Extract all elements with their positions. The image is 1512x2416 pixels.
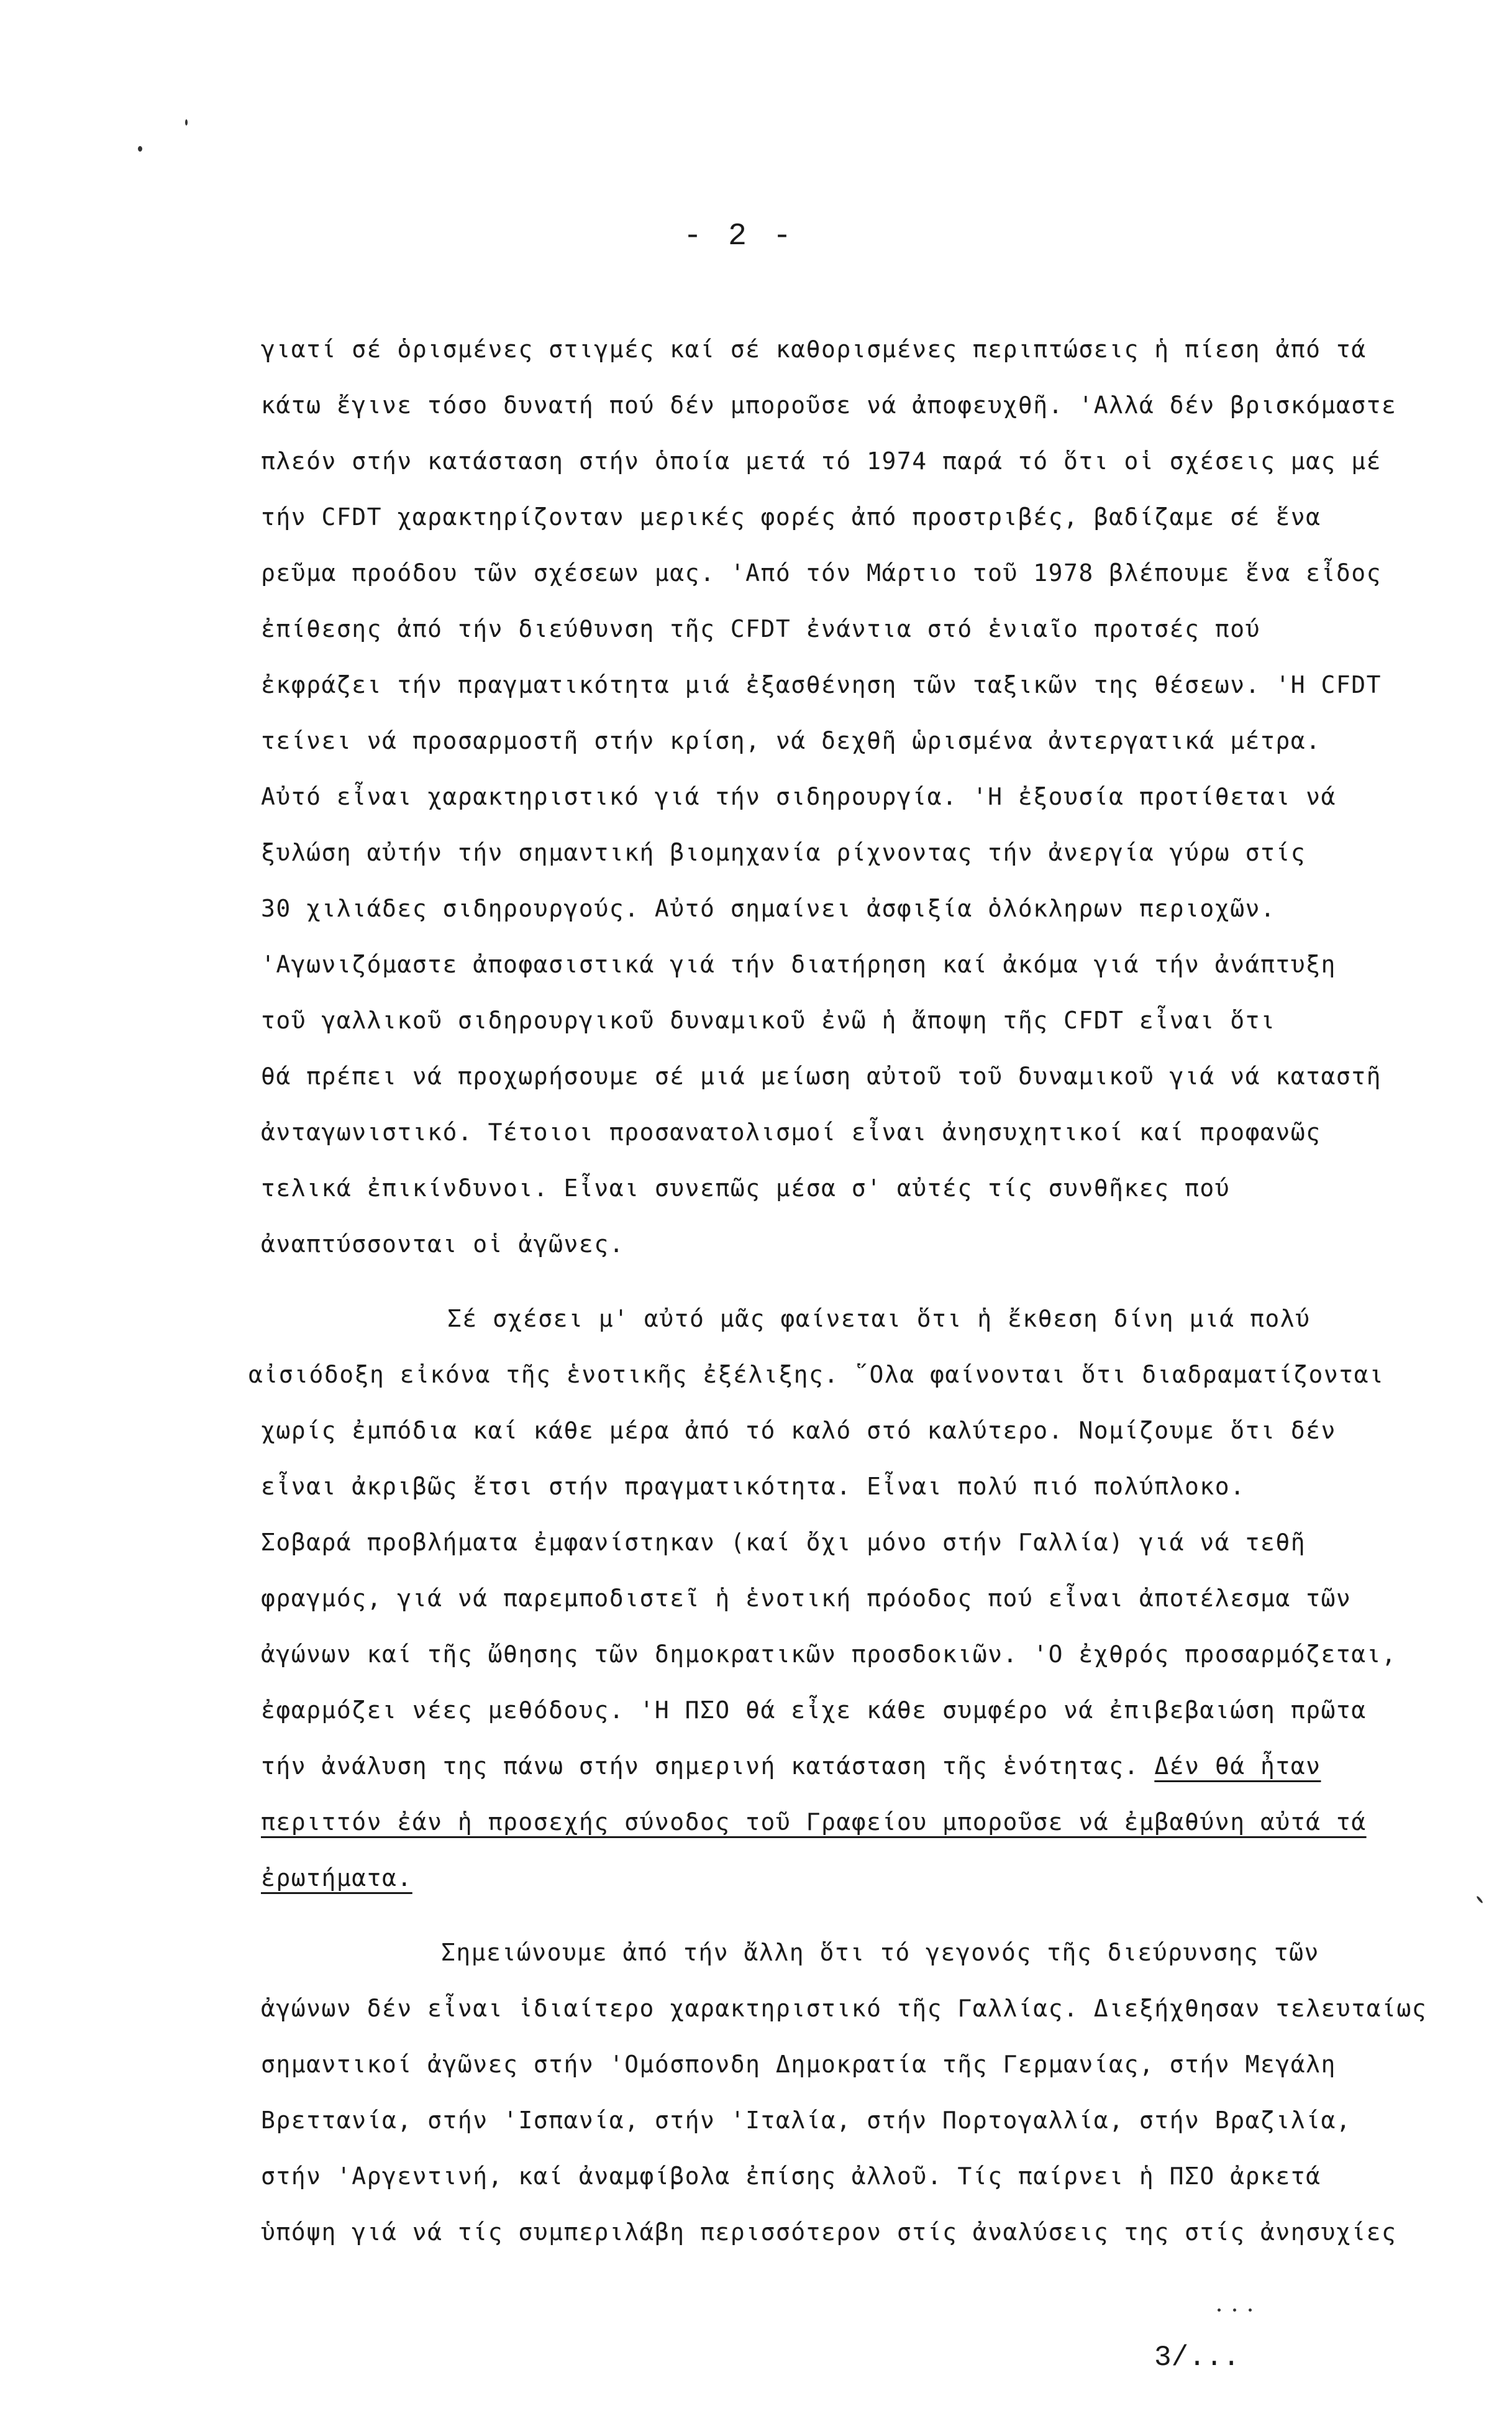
text-line: Σέ σχέσει μ' αὐτό μᾶς φαίνεται ὅτι ἡ ἔκθεση δίνη μιά πολύ (447, 1305, 1311, 1332)
continuation-marker: 3/... (1154, 2341, 1241, 2374)
underlined-line: περιττόν ἐάν ἡ προσεχής σύνοδος τοῦ Γραφείου μποροῦσε νά ἐμβαθύνη αὐτά τά (261, 1808, 1367, 1836)
text-line: τήν CFDT χαρακτηρίζονταν μερικές φορές ἀπό προστριβές, βαδίζαμε σέ ἕνα (261, 503, 1321, 531)
text-line: 30 χιλιάδες σιδηρουργούς. Αὐτό σημαίνει ἀσφιξία ὁλόκληρων περιοχῶν. (261, 895, 1276, 922)
scan-speck (1233, 2308, 1236, 2312)
underlined-line: ἐρωτήματα. (261, 1864, 412, 1892)
page-number: - 2 - (683, 219, 796, 254)
text-line: ἀγώνων καί τῆς ὤθησης τῶν δημοκρατικῶν προσδοκιῶν. 'Ο ἐχθρός προσαρμόζεται, (261, 1640, 1397, 1668)
text-line: πλεόν στήν κατάσταση στήν ὁποία μετά τό 1974 παρά τό ὅτι οἱ σχέσεις μας μέ (261, 447, 1382, 475)
scan-speck (1249, 2308, 1252, 2312)
text-line: Σοβαρά προβλήματα ἐμφανίστηκαν (καί ὄχι μόνο στήν Γαλλία) γιά νά τεθῆ (261, 1529, 1306, 1556)
text-line: ὑπόψη γιά νά τίς συμπεριλάβη περισσότερον στίς ἀναλύσεις της στίς ἀνησυχίες (261, 2218, 1397, 2246)
text-line: τελικά ἐπικίνδυνοι. Εἶναι συνεπῶς μέσα σ' αὐτές τίς συνθῆκες πού (261, 1174, 1231, 1202)
text-line: ρεῦμα προόδου τῶν σχέσεων μας. 'Από τόν Μάρτιο τοῦ 1978 βλέπουμε ἕνα εἶδος (261, 559, 1382, 587)
text-line: χωρίς ἐμπόδια καί κάθε μέρα ἀπό τό καλό στό καλύτερο. Νομίζουμε ὅτι δέν (261, 1417, 1336, 1444)
scan-speck (185, 119, 188, 126)
text-line: Βρεττανία, στήν 'Ισπανία, στήν 'Ιταλία, στήν Πορτογαλλία, στήν Βραζιλία, (261, 2107, 1352, 2134)
text-line: κάτω ἔγινε τόσο δυνατή πού δέν μποροῦσε νά ἀποφευχθῆ. 'Αλλά δέν βρισκόμαστε (261, 391, 1397, 419)
text-line: τοῦ γαλλικοῦ σιδηρουργικοῦ δυναμικοῦ ἐνῶ ἡ ἄποψη τῆς CFDT εἶναι ὅτι (261, 1007, 1276, 1034)
text-line: γιατί σέ ὁρισμένες στιγμές καί σέ καθορισμένες περιπτώσεις ἡ πίεση ἀπό τά (261, 336, 1367, 363)
text-line: ἀνταγωνιστικό. Τέτοιοι προσανατολισμοί εἶναι ἀνησυχητικοί καί προφανῶς (261, 1119, 1321, 1146)
text-line: ἐφαρμόζει νέες μεθόδους. 'Η ΠΣΟ θά εἶχε κάθε συμφέρο νά ἐπιβεβαιώση πρῶτα (261, 1696, 1367, 1724)
text-segment: τήν ἀνάλυση της πάνω στήν σημερινή κατάσταση τῆς ἑνότητας. (261, 1752, 1139, 1780)
underlined-text: Δέν θά ἦταν (1154, 1752, 1321, 1780)
text-line: τείνει νά προσαρμοστῆ στήν κρίση, νά δεχθῆ ὡρισμένα ἀντεργατικά μέτρα. (261, 727, 1321, 754)
text-line: Σημειώνουμε ἀπό τήν ἄλλη ὅτι τό γεγονός τῆς διεύρυνσης τῶν (441, 1939, 1319, 1966)
text-line: αἰσιόδοξη εἰκόνα τῆς ἑνοτικῆς ἐξέλιξης. ῞Ολα φαίνονται ὅτι διαδραματίζονται (248, 1361, 1385, 1388)
text-line: φραγμός, γιά νά παρεμποδιστεῖ ἡ ἑνοτική πρόοδος πού εἶναι ἀποτέλεσμα τῶν (261, 1585, 1352, 1612)
text-line (261, 1752, 1321, 1780)
text-line: θά πρέπει νά προχωρήσουμε σέ μιά μείωση αὐτοῦ τοῦ δυναμικοῦ γιά νά καταστῆ (261, 1063, 1382, 1090)
text-line: ἀγώνων δέν εἶναι ἰδιαίτερο χαρακτηριστικό τῆς Γαλλίας. Διεξήχθησαν τελευταίως (261, 1995, 1428, 2022)
text-line: ἐπίθεσης ἀπό τήν διεύθυνση τῆς CFDT ἐνάντια στό ἑνιαῖο προτσές πού (261, 615, 1260, 643)
scan-speck (138, 146, 142, 152)
text-line: ἐκφράζει τήν πραγματικότητα μιά ἐξασθένηση τῶν ταξικῶν της θέσεων. 'Η CFDT (261, 671, 1382, 698)
text-line: Αὐτό εἶναι χαρακτηριστικό γιά τήν σιδηρουργία. 'Η ἐξουσία προτίθεται νά (261, 783, 1336, 810)
text-line: ξυλώση αὐτήν τήν σημαντική βιομηχανία ρίχνοντας τήν ἀνεργία γύρω στίς (261, 839, 1306, 866)
text-line: εἶναι ἀκριβῶς ἔτσι στήν πραγματικότητα. Εἶναι πολύ πιό πολύπλοκο. (261, 1473, 1246, 1500)
text-line: στήν 'Αργεντινή, καί ἀναμφίβολα ἐπίσης ἀλλοῦ. Τίς παίρνει ἡ ΠΣΟ ἀρκετά (261, 2162, 1321, 2190)
scan-speck (1476, 1895, 1483, 1903)
text-line: σημαντικοί ἀγῶνες στήν 'Ομόσπονδη Δημοκρατία τῆς Γερμανίας, στήν Μεγάλη (261, 2051, 1336, 2078)
scan-speck (1218, 2308, 1221, 2312)
text-line: 'Αγωνιζόμαστε ἀποφασιστικά γιά τήν διατήρηση καί ἀκόμα γιά τήν ἀνάπτυξη (261, 951, 1336, 978)
text-line: ἀναπτύσσονται οἱ ἀγῶνες. (261, 1230, 625, 1258)
